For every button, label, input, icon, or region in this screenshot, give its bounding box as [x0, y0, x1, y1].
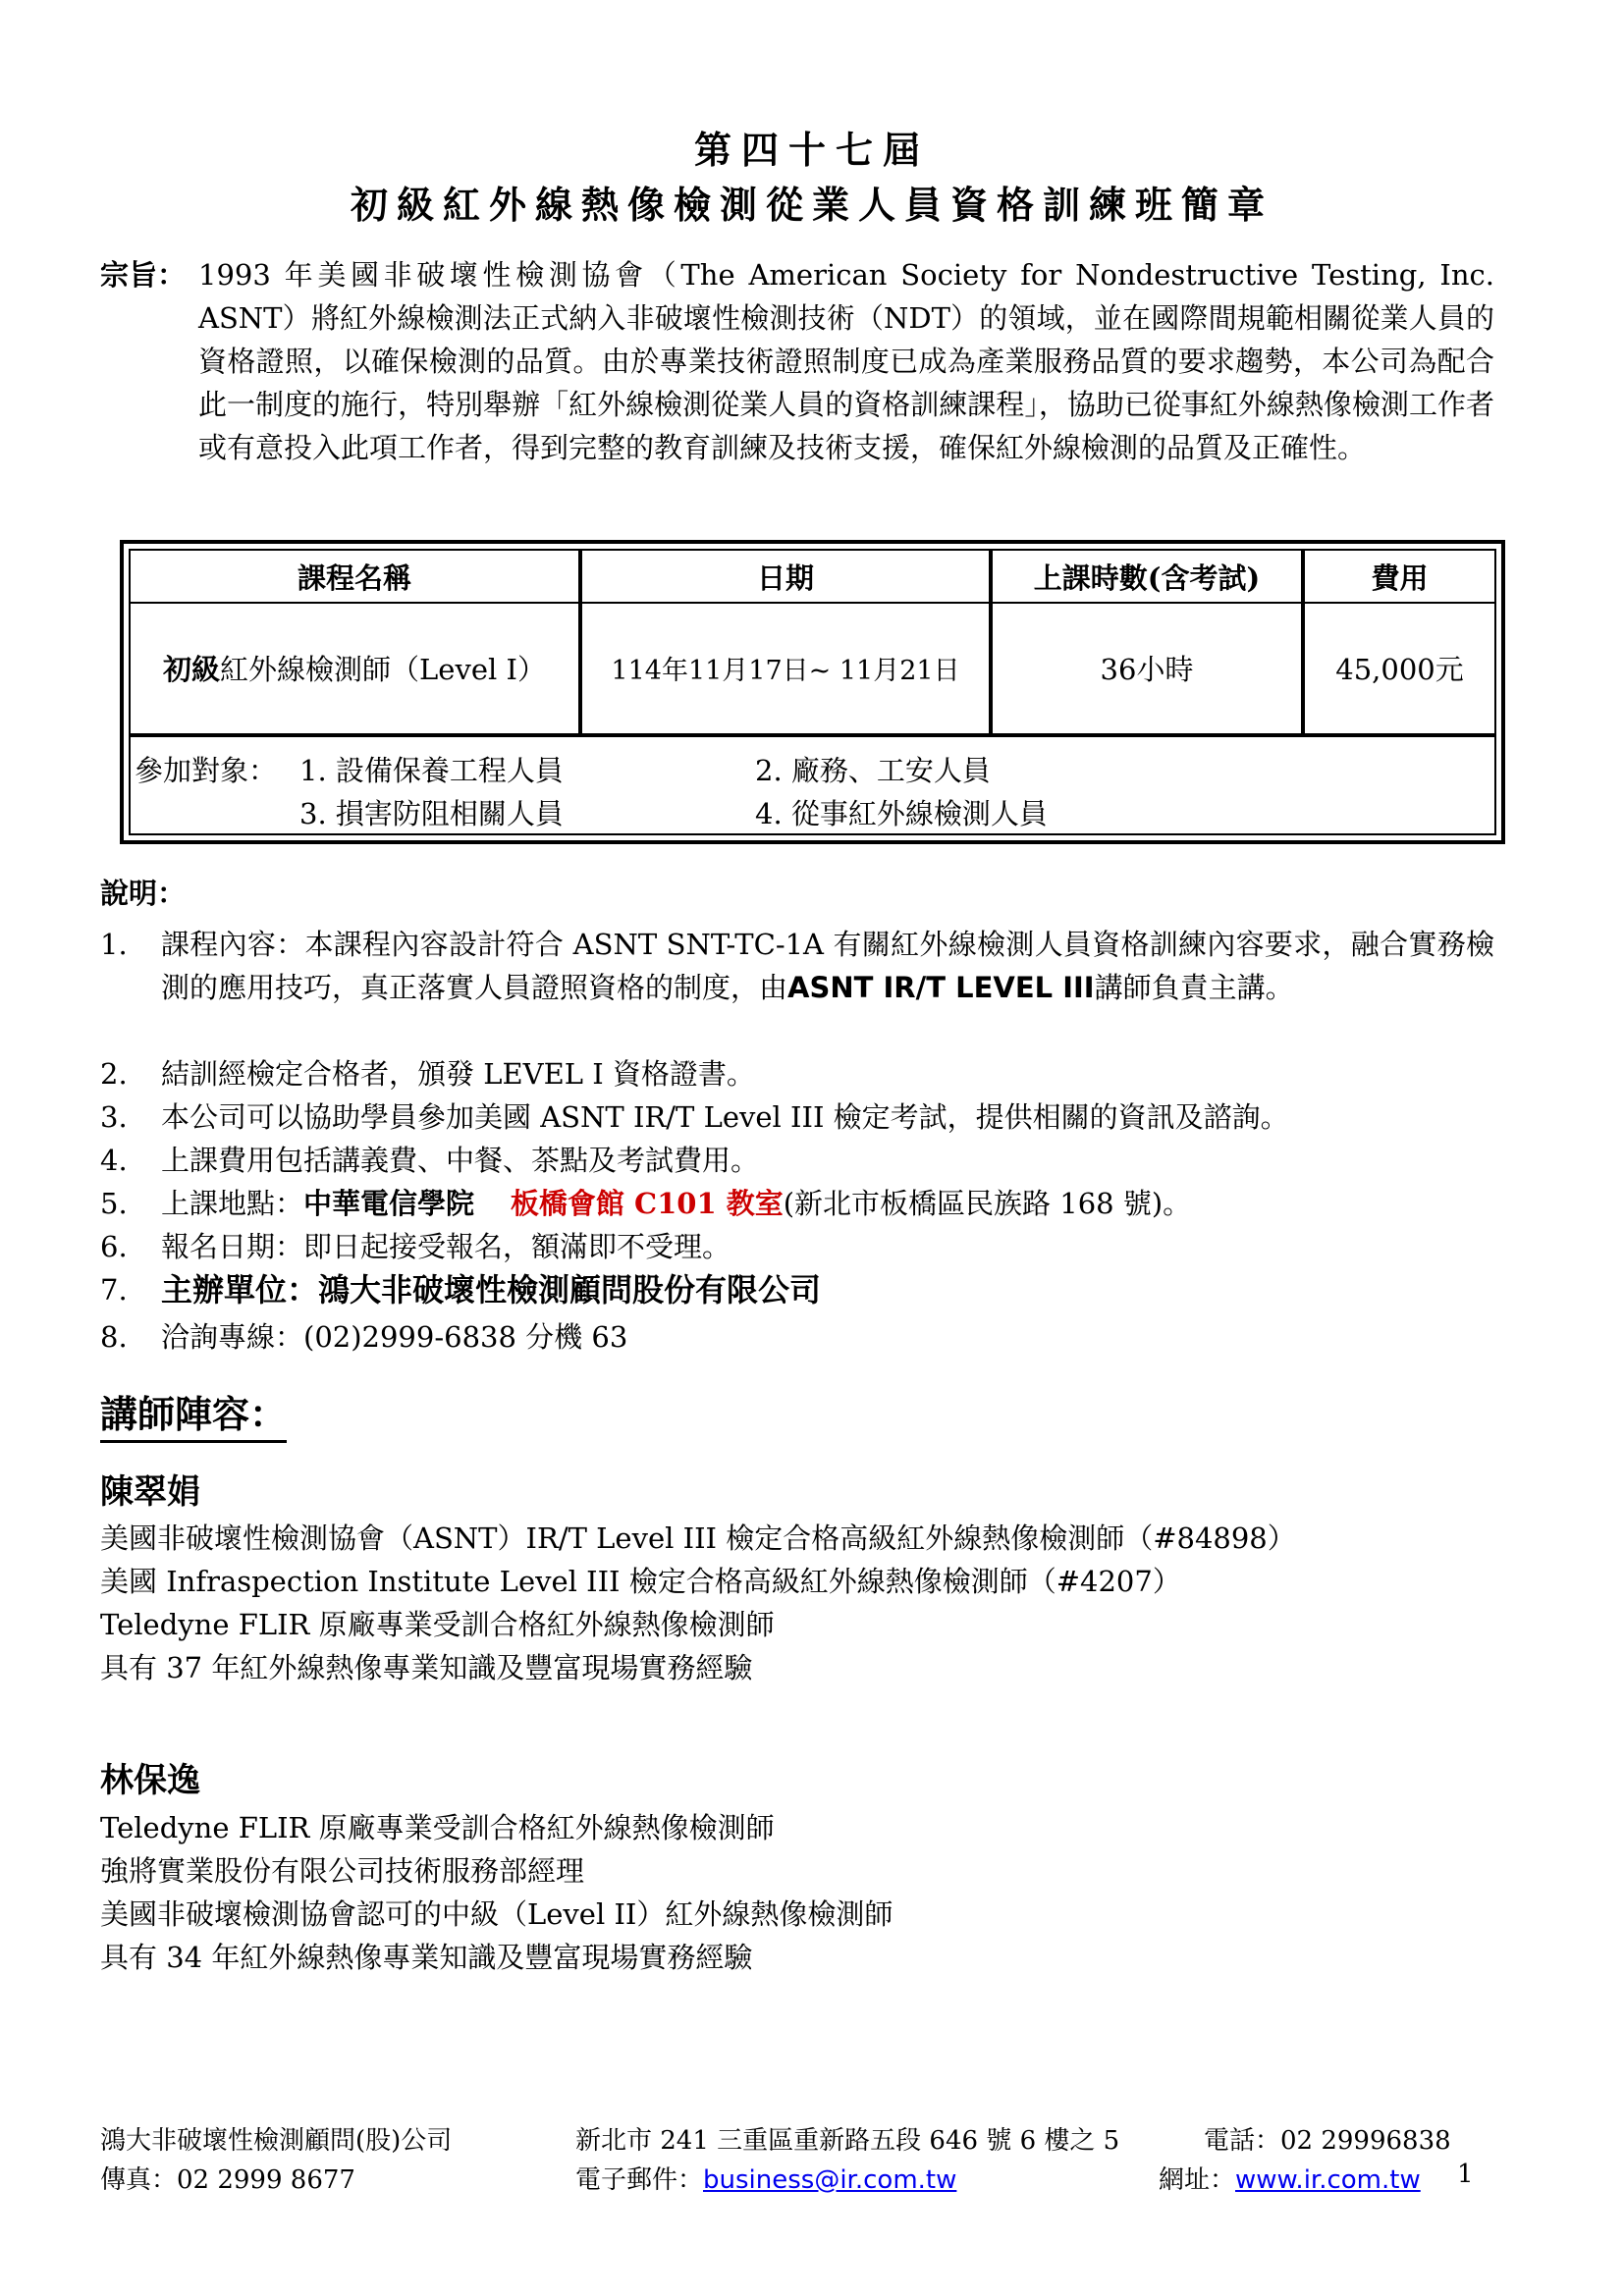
lecturer-credential: 具有 37 年紅外線熱像專業知識及豐富現場實務經驗	[100, 1651, 753, 1684]
footer-web-block	[1159, 2160, 1421, 2196]
venue-room: 板橋會館 C101 教室	[510, 1187, 784, 1220]
lecturer-credential: Teledyne FLIR 原廠專業受訓合格紅外線熱像檢測師	[100, 1608, 775, 1641]
participants-row	[131, 741, 1494, 833]
note-text: 講師負責主講。	[1094, 971, 1294, 1004]
note-item	[100, 923, 1494, 1009]
participant-item: 3. 損害防阻相關人員	[299, 797, 564, 830]
venue-school: 中華電信學院	[303, 1187, 475, 1220]
lecturer-credential: 強將實業股份有限公司技術服務部經理	[100, 1854, 585, 1888]
course-fee-cell: 45,000元	[1335, 652, 1464, 686]
course-level-bold: 初級	[163, 652, 221, 686]
course-name-text: 紅外線檢測師（Level I）	[220, 652, 546, 686]
header-course-name: 課程名稱	[297, 561, 411, 595]
participant-item: 4. 從事紅外線檢測人員	[755, 797, 1048, 830]
note-text: 上課費用包括講義費、中餐、茶點及考試費用。	[161, 1144, 760, 1177]
header-date: 日期	[756, 561, 814, 595]
note-text: 結訓經檢定合格者，頒發 LEVEL I 資格證書。	[161, 1057, 755, 1091]
footer-company: 鴻大非破壞性檢測顧問(股)公司	[100, 2126, 453, 2156]
venue-address: (新北市板橋區民族路 168 號)。	[783, 1187, 1192, 1220]
footer-email-label: 電子郵件：	[575, 2165, 704, 2195]
contact-text: 洽詢專線：(02)2999-6838 分機 63	[161, 1320, 628, 1354]
note-item	[100, 1095, 1494, 1139]
footer-web-label: 網址：	[1159, 2165, 1236, 2195]
header-fee: 費用	[1371, 561, 1429, 595]
course-table-header-row	[131, 551, 1494, 604]
organizer-text: 主辦單位：鴻大非破壞性檢測顧問股份有限公司	[161, 1271, 822, 1308]
purpose-label: 宗旨：	[100, 258, 187, 292]
course-hours-cell: 36小時	[1100, 652, 1194, 686]
lecturer-name: 陳翠娟	[100, 1472, 200, 1512]
lecturer-credential: 美國 Infraspection Institute Level III 檢定合格高級紅外線熱像檢測師（#4207）	[100, 1565, 1181, 1598]
page-number: 1	[1457, 2160, 1474, 2189]
footer-fax: 傳真：02 2999 8677	[100, 2165, 355, 2195]
lecturer-credential: 美國非破壞檢測協會認可的中級（Level II）紅外線熱像檢測師	[100, 1897, 893, 1931]
note-item	[100, 1182, 1494, 1225]
note-number: 7.	[100, 1273, 128, 1307]
note-text: 上課地點：	[161, 1187, 304, 1220]
document-title-line1: 第四十七屆	[693, 128, 930, 172]
header-hours: 上課時數(含考試)	[1033, 561, 1261, 595]
footer-email-block	[575, 2160, 956, 2196]
lecturers-heading: 講師陣容：	[100, 1384, 287, 1443]
email-link[interactable]: business@ir.com.tw	[703, 2165, 957, 2195]
lecturer-name: 林保逸	[100, 1761, 200, 1800]
note-number: 4.	[100, 1144, 128, 1177]
note-number: 8.	[100, 1320, 128, 1354]
purpose-text: 1993 年美國非破壞性檢測協會（The American Society for Nondestructive Testing, Inc. ASNT）將紅外線檢測法正式納入非破壞性檢測技術（NDT）的領域，並在國際間規範相關從業人員的資格證照，以確保檢測的品質。由於專業技術證照制度已成為產業服務品質的要求趨勢，本公司為配合此一制度的施行，特別舉辦「紅外線檢測從業人員的資格訓練課程」，協助已從事紅外線熱像檢測工作者或有意投入此項工作者，得到完整的教育訓練及技術支援，確保紅外線檢測的品質及正確性。	[198, 258, 1494, 464]
participant-item: 2. 廠務、工安人員	[755, 754, 991, 787]
note-item	[100, 1268, 1494, 1311]
lecturer-credential: 具有 34 年紅外線熱像專業知識及豐富現場實務經驗	[100, 1941, 753, 1974]
lecturer-credential: Teledyne FLIR 原廠專業受訓合格紅外線熱像檢測師	[100, 1811, 775, 1844]
course-table	[120, 540, 1505, 844]
footer-address: 新北市 241 三重區重新路五段 646 號 6 樓之 5	[575, 2126, 1120, 2156]
participant-item: 1. 設備保養工程人員	[299, 754, 564, 787]
website-link[interactable]: www.ir.com.tw	[1235, 2165, 1421, 2195]
note-item	[100, 1139, 1494, 1182]
note-text: 報名日期：即日起接受報名，額滿即不受理。	[161, 1230, 731, 1263]
note-item	[100, 1052, 1494, 1095]
course-date-cell: 114年11月17日~ 11月21日	[611, 655, 960, 686]
lecturer-credential: 美國非破壞性檢測協會（ASNT）IR/T Level III 檢定合格高級紅外線熱像檢測師（#84898）	[100, 1522, 1296, 1555]
note-number: 5.	[100, 1187, 128, 1220]
note-bold-text: ASNT IR/T LEVEL III	[787, 971, 1095, 1004]
course-name-cell	[131, 602, 578, 733]
note-number: 3.	[100, 1100, 128, 1134]
document-title-line2: 初級紅外線熱像檢測從業人員資格訓練班簡章	[350, 183, 1273, 227]
note-item	[100, 1225, 1494, 1268]
participants-label: 參加對象：	[135, 754, 278, 787]
note-text: 課程內容：本課程內容設計符合 ASNT SNT-TC-1A 有關紅外線檢測人員資格訓練內容要求，融合實務檢測的應用技巧，真正落實人員證照資格的制度，由	[161, 928, 1494, 1004]
note-text: 本公司可以協助學員參加美國 ASNT IR/T Level III 檢定考試，提供相關的資訊及諮詢。	[161, 1100, 1289, 1134]
note-item	[100, 1315, 1494, 1359]
note-number: 6.	[100, 1230, 128, 1263]
note-number: 1.	[100, 928, 128, 961]
note-number: 2.	[100, 1057, 128, 1091]
footer-phone: 電話：02 29996838	[1204, 2126, 1451, 2156]
purpose-section	[100, 253, 1494, 469]
course-table-data-row	[131, 602, 1494, 737]
notes-title: 說明：	[100, 877, 187, 910]
